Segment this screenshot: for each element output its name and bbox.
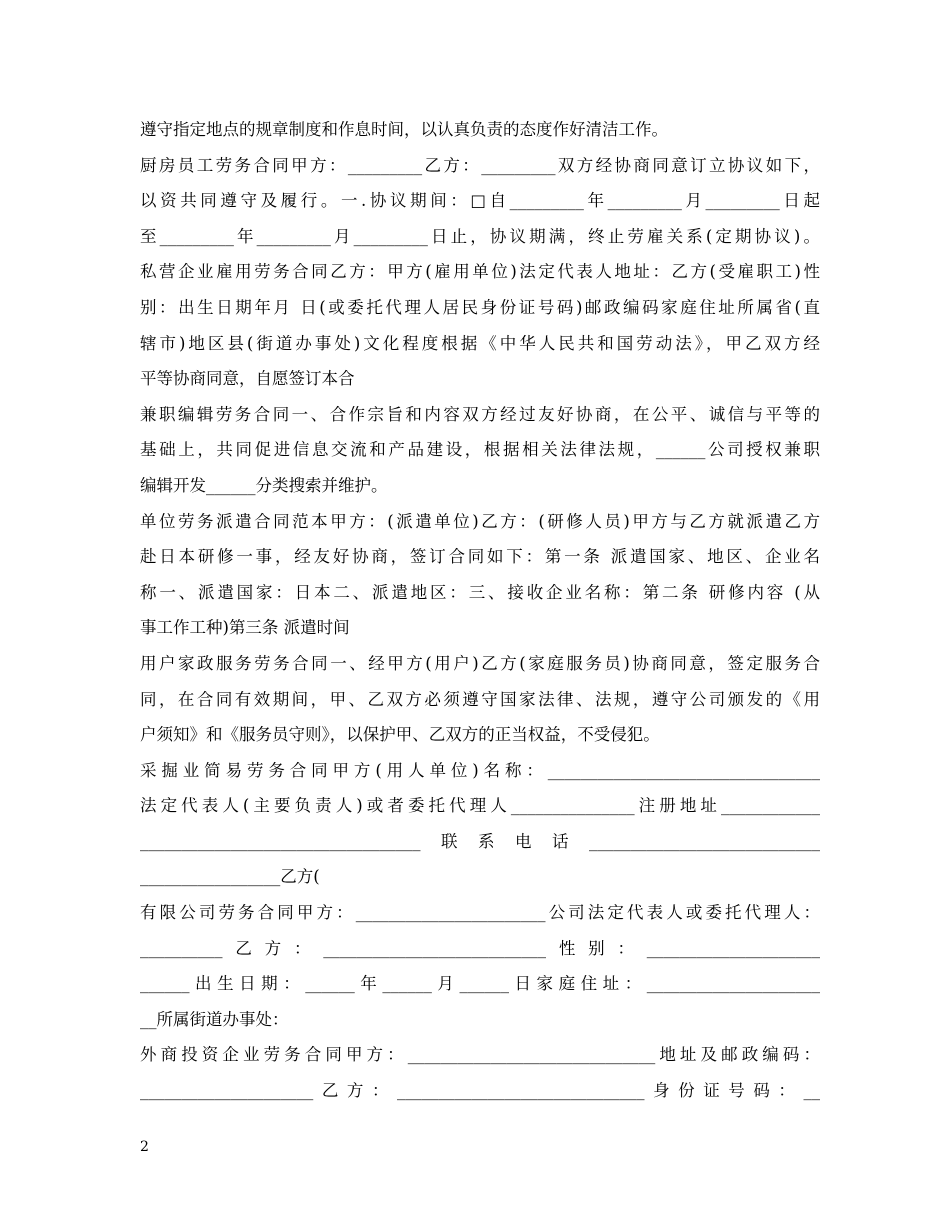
- text-line: 平等协商同意，自愿签订本合: [140, 369, 355, 389]
- text-line: 法定代表人(主要负责人)或者委托代理人_______________注册地址____________: [140, 796, 820, 816]
- text-line: 私营企业雇用劳务合同乙方：甲方(雇用单位)法定代表人地址：乙方(受雇职工)性: [140, 262, 820, 282]
- text-line: _____________________乙方：______________________________身份证号码：__: [140, 1081, 820, 1101]
- text-line: 单位劳务派遣合同范本甲方：(派遣单位)乙方：(研修人员)甲方与乙方就派遣乙方: [140, 511, 820, 531]
- text-line: __所属街道办事处：: [140, 1009, 289, 1029]
- text-line: 基础上，共同促进信息交流和产品建设，根据相关法律法规，______公司授权兼职: [140, 440, 820, 460]
- page-number: 2: [140, 1139, 149, 1155]
- text-line: 称一、派遣国家：日本二、派遣地区：三、接收企业名称：第二条 研修内容 (从: [140, 582, 820, 602]
- text-line: __________乙方：___________________________性别：_____________________: [140, 938, 820, 958]
- text-line: _________________乙方(: [140, 867, 320, 887]
- text-line: 至_________年_________月_________日止，协议期满，终止劳雇关系(定期协议)。: [140, 226, 820, 246]
- text-line: 遵守指定地点的规章制度和作息时间，以认真负责的态度作好清洁工作。: [140, 120, 668, 139]
- text-line: 辖市)地区县(街道办事处)文化程度根据《中华人民共和国劳动法》，甲乙双方经: [140, 333, 820, 353]
- text-line: 事工作工种)第三条 派遣时间: [140, 618, 350, 638]
- text-line: __________________________________联系电话____________________________: [140, 831, 820, 851]
- document-body: [140, 112, 820, 1109]
- text-line: 厨房员工劳务合同甲方：_________乙方：_________双方经协商同意订立协议如下，: [140, 155, 820, 175]
- text-line: 赴日本研修一事，经友好协商，签订合同如下：第一条 派遣国家、地区、企业名: [140, 547, 820, 567]
- text-line: 外商投资企业劳务合同甲方：______________________________地址及邮政编码：: [140, 1045, 820, 1065]
- text-line: 户须知》和《服务员守则》，以保护甲、乙双方的正当权益，不受侵犯。: [140, 725, 660, 745]
- text-line: 编辑开发______分类搜索并维护。: [140, 475, 388, 495]
- text-line: 用户家政服务劳务合同一、经甲方(用户)乙方(家庭服务员)协商同意，签定服务合: [140, 653, 820, 673]
- text-line: 以资共同遵守及履行。一.协议期间：□自_________年_________月_________日起: [140, 191, 820, 211]
- text-line: 同，在合同有效期间，甲、乙双方必须遵守国家法律、法规，遵守公司颁发的《用: [140, 689, 820, 709]
- text-line: 别：出生日期年月 日(或委托代理人居民身份证号码)邮政编码家庭住址所属省(直: [140, 297, 820, 317]
- text-line: 兼职编辑劳务合同一、合作宗旨和内容双方经过友好协商，在公平、诚信与平等的: [140, 404, 820, 424]
- text-line: 有限公司劳务合同甲方：_______________________公司法定代表人或委托代理人：: [140, 903, 820, 923]
- text-line: 采掘业简易劳务合同甲方(用人单位)名称：_________________________________: [140, 760, 820, 780]
- text-line: ______出生日期：______年______月______日家庭住址：_____________________: [140, 974, 820, 994]
